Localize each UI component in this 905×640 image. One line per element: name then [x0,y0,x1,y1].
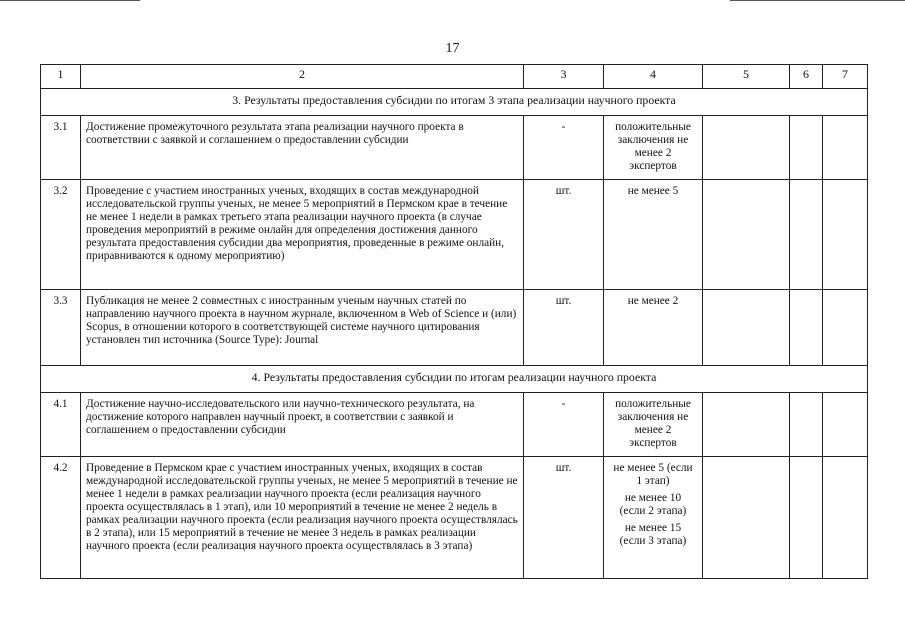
row-number: 4.2 [41,457,81,579]
empty-cell [790,393,823,457]
row-value [604,393,703,457]
row-description: Достижение промежуточного результата этапа реализации научного проекта в соответствии с заявкой и соглашением о предоставлении субсидии [81,116,524,180]
row-value [604,116,703,180]
empty-cell [790,457,823,579]
section-header-row [41,89,868,116]
value-line: не менее 5 [627,185,679,197]
empty-cell [823,116,868,180]
table-row [41,116,868,180]
table-row [41,290,868,366]
row-unit: - [524,116,604,180]
value-line: не менее 15 (если 3 этапа) [619,522,687,547]
row-description: Проведение в Пермском крае с участием иностранных ученых, входящих в состав международной исследовательской группы ученых, не менее 5 мероприятий в течение не менее 1 недели в рамках реализации научного проекта (если реализация научного проекта осуществлялась в 1 этап), или 10 мероприятий в течение не менее 2 недель в рамках реализации научного проекта (если реализация научного проекта осуществлялась в 2 этапа), или 15 мероприятий в течение не менее 3 недель в рамках реализации научного проекта (если реализация научного проекта осуществлялась в 3 этапа) [81,457,524,579]
value-line: положительные заключения не менее 2 экспертов [615,398,691,449]
table-row [41,393,868,457]
section-title: 3. Результаты предоставления субсидии по итогам 3 этапа реализации научного проекта [41,89,868,116]
row-unit: шт. [524,457,604,579]
value-line: не менее 10 (если 2 этапа) [619,492,687,517]
top-border-left [0,0,140,1]
empty-cell [703,457,790,579]
row-number: 3.3 [41,290,81,366]
column-number: 2 [81,65,524,89]
value-line: положительные заключения не менее 2 экспертов [615,121,691,172]
row-unit: шт. [524,180,604,290]
top-border-right [730,0,905,1]
empty-cell [823,393,868,457]
column-number: 5 [703,65,790,89]
value-line: не менее 5 (если 1 этап) [613,462,693,487]
row-number: 4.1 [41,393,81,457]
row-unit: - [524,393,604,457]
row-description: Публикация не менее 2 совместных с иностранным ученым научных статей по направлению научного проекта в научном журнале, включенном в Web of Science и (или) Scopus, в отношении которого в соответствующей системе научного цитирования установлен тип источника (Source Type): Journal [81,290,524,366]
row-description: Проведение с участием иностранных ученых, входящих в состав международной исследовательской группы ученых, не менее 5 мероприятий в Пермском крае в течение не менее 1 недели в рамках третьего этапа реализации научного проекта (в случае проведения мероприятий в режиме онлайн для определения достижения данного результата предоставления субсидии два мероприятия, проведенные в режиме онлайн, приравниваются к одному мероприятию) [81,180,524,290]
table-row [41,180,868,290]
section-title: 4. Результаты предоставления субсидии по итогам реализации научного проекта [41,366,868,393]
row-value [604,290,703,366]
empty-cell [790,290,823,366]
value-line: не менее 2 [627,295,679,307]
row-value [604,457,703,579]
column-number: 7 [823,65,868,89]
empty-cell [703,393,790,457]
empty-cell [703,180,790,290]
row-number: 3.2 [41,180,81,290]
table-row [41,457,868,579]
row-value [604,180,703,290]
section-header-row [41,366,868,393]
row-unit: шт. [524,290,604,366]
row-description: Достижение научно-исследовательского или научно-технического результата, на достижение которого направлен научный проект, в соответствии с заявкой и соглашением о предоставлении субсидии [81,393,524,457]
empty-cell [790,116,823,180]
empty-cell [823,457,868,579]
column-number: 1 [41,65,81,89]
column-number: 4 [604,65,703,89]
empty-cell [823,290,868,366]
results-table [40,64,868,579]
column-number-row [41,65,868,89]
empty-cell [790,180,823,290]
column-number: 3 [524,65,604,89]
page-number: 17 [445,41,460,56]
column-number: 6 [790,65,823,89]
empty-cell [823,180,868,290]
empty-cell [703,290,790,366]
row-number: 3.1 [41,116,81,180]
empty-cell [703,116,790,180]
